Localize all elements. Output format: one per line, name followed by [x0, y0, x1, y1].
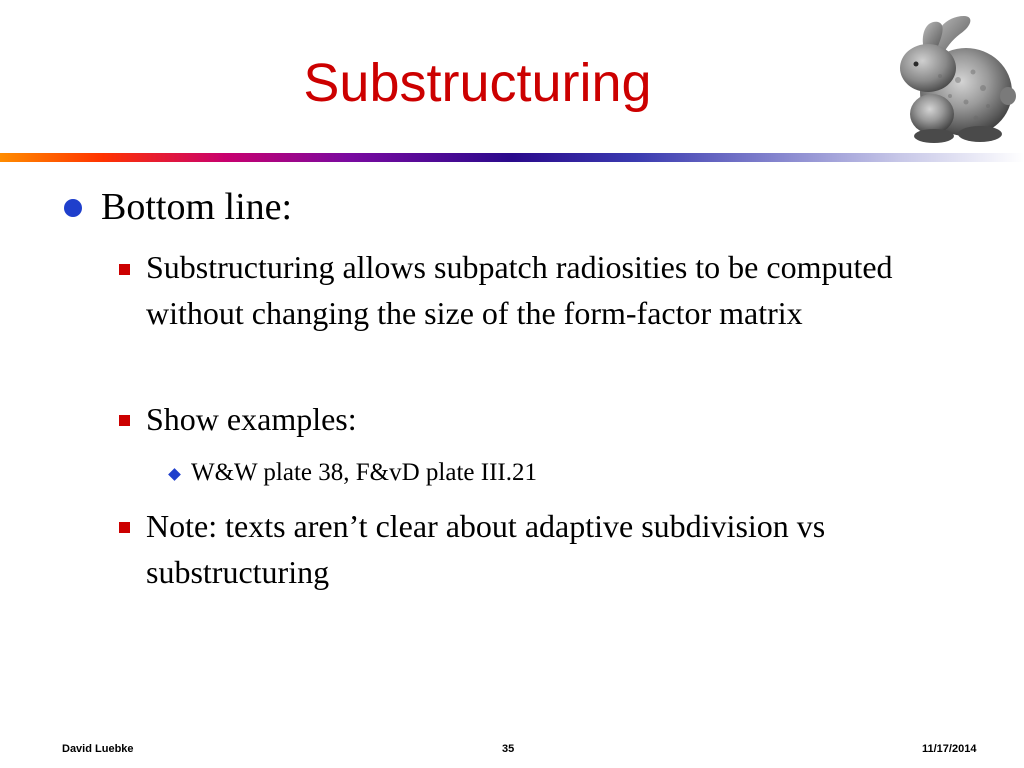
- bullet-square-icon: [119, 415, 130, 426]
- bullet-square-icon: [119, 264, 130, 275]
- bullet-dot-icon: [64, 199, 82, 217]
- bullet-substructuring-allows: Substructuring allows subpatch radiosities to be computed without changing the size of the form-factor matrix: [146, 249, 893, 331]
- bullet-plate-references: W&W plate 38, F&vD plate III.21: [191, 459, 537, 486]
- bullet-show-examples: Show examples:: [146, 401, 357, 437]
- bullet-note-texts: Note: texts aren’t clear about adaptive subdivision vs substructuring: [146, 508, 826, 590]
- bullet-diamond-icon: [168, 468, 181, 481]
- bullet-bottom-line: Bottom line:: [101, 186, 293, 228]
- bullet-square-icon: [119, 522, 130, 533]
- footer-date: 11/17/2014: [922, 743, 977, 755]
- footer-page-number: 35: [502, 743, 515, 755]
- slide-title: Substructuring: [303, 53, 652, 113]
- footer-author: David Luebke: [62, 743, 134, 755]
